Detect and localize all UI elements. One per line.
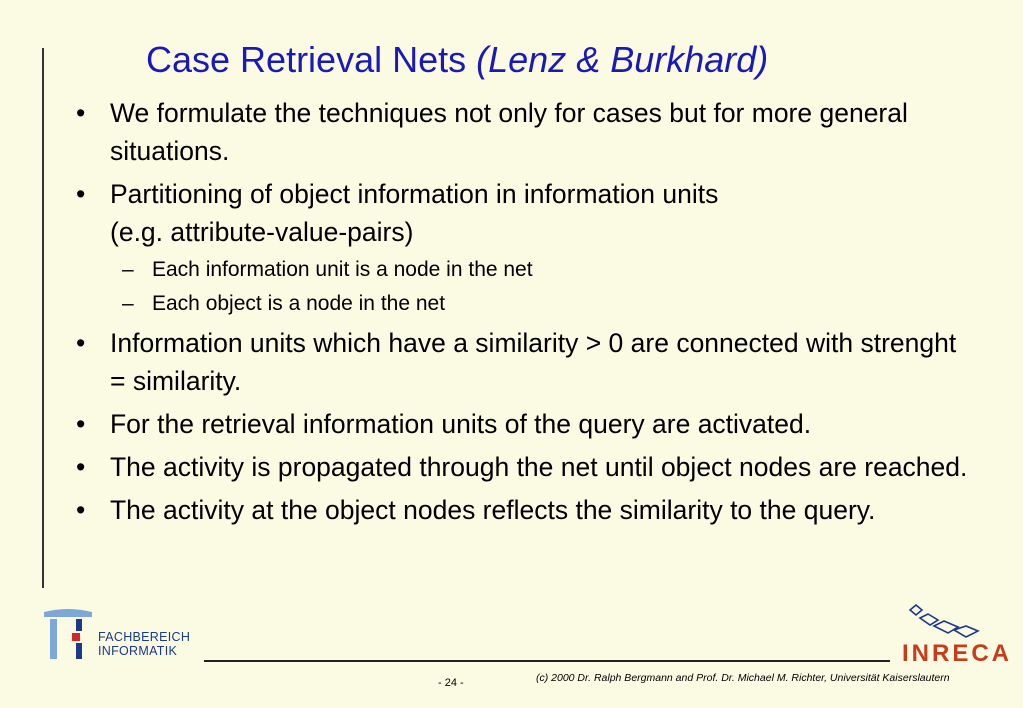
inreca-wordmark: INRECA [902, 640, 1013, 667]
sub-bullet-item: – Each information unit is a node in the net [76, 256, 976, 284]
bullet-item: • The activity at the object nodes reflects the similarity to the query. [76, 491, 976, 529]
bullet-line: • Partitioning of object information in information units [110, 179, 719, 209]
building-logo-icon [40, 608, 96, 664]
copyright-text: (c) 2000 Dr. Ralph Bergmann and Prof. Dr. Michael M. Richter, Universität Kaiserslautern [536, 672, 950, 684]
sub-bullet-item: – Each object is a node in the net [76, 290, 976, 318]
logo-text [98, 630, 190, 658]
title-main: Case Retrieval Nets [146, 39, 467, 80]
puzzle-pieces-icon [898, 604, 1020, 642]
bullet-item: • The activity is propagated through the net until object nodes are reached. [76, 448, 976, 486]
fachbereich-logo [40, 608, 240, 668]
inreca-logo [898, 604, 1020, 670]
bullet-line: (e.g. attribute-value-pairs) [110, 217, 414, 247]
logo-line: FACHBEREICH [98, 630, 191, 644]
logo-line: INFORMATIK [98, 644, 178, 658]
page-number: - 24 - [438, 677, 464, 689]
slide-title [146, 38, 768, 82]
bullet-item: • We formulate the techniques not only for cases but for more general situations. [76, 94, 976, 170]
bullet-item: • Information units which have a similarity > 0 are connected with strenght = similarity. [76, 324, 976, 400]
slide-content [76, 94, 976, 534]
bullet-item: • For the retrieval information units of the query are activated. [76, 405, 976, 443]
title-subtitle: (Lenz & Burkhard) [476, 39, 769, 80]
left-rule [42, 48, 44, 588]
footer-rule [204, 660, 890, 662]
bullet-item [76, 175, 976, 251]
